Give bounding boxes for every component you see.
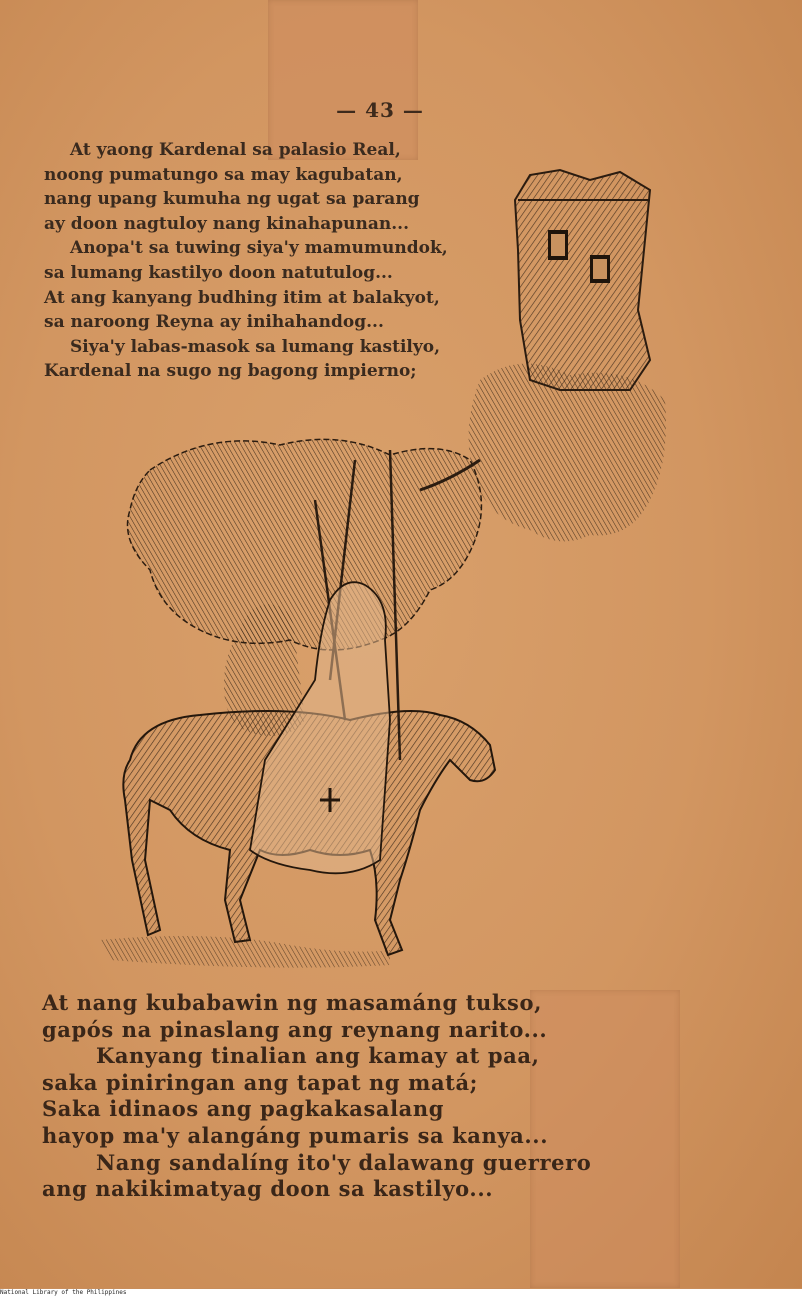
verse-line: Kardenal na sugo ng bagong impierno;: [44, 361, 417, 382]
verse-line: ang nakikimatyag doon sa kastilyo...: [42, 1176, 494, 1202]
verse-line: At nang kubabawin ng masamáng tukso,: [42, 990, 542, 1015]
verse-line: Siya'y labas-masok sa lumang kastilyo,: [70, 336, 440, 357]
verse-line: Saka idinaos ang pagkakasalang: [42, 1096, 445, 1122]
verse-line: hayop ma'y alangáng pumaris sa kanya...: [42, 1122, 549, 1148]
verse-line: sa lumang kastilyo doon natutulog...: [44, 262, 393, 283]
verse-line: Kanyang tinalian ang kamay at paa,: [96, 1043, 540, 1069]
castle-tower: [515, 170, 650, 390]
verse-line: noong pumatungo sa may kagubatan,: [44, 164, 403, 185]
engraving-illustration: [90, 160, 680, 980]
bottom-verse: [42, 990, 662, 1203]
verse-line: At ang kanyang budhing itim at balakyot,: [44, 287, 440, 308]
ground-shadow: [100, 936, 390, 968]
verse-line: sa naroong Reyna ay inihahandog...: [44, 312, 384, 333]
footer-bar: [0, 1289, 802, 1298]
tree-foliage: [128, 364, 667, 650]
verse-line: gapós na pinaslang ang reynang narito...: [42, 1016, 548, 1042]
tape-strip-top: [268, 0, 418, 160]
verse-line: At yaong Kardenal sa palasio Real,: [70, 140, 401, 160]
verse-line: nang upang kumuha ng ugat sa parang: [44, 189, 420, 210]
verse-line: Nang sandalíng ito'y dalawang guerrero: [96, 1149, 592, 1175]
verse-line: saka piniringan ang tapat ng matá;: [42, 1069, 479, 1095]
verse-line: ay doon nagtuloy nang kinahapunan...: [44, 213, 409, 234]
footer-credit: National Library of the Philippines: [0, 1289, 127, 1296]
page-number: — 43 —: [336, 98, 424, 122]
verse-line: Anopa't sa tuwing siya'y mamumundok,: [70, 238, 448, 259]
